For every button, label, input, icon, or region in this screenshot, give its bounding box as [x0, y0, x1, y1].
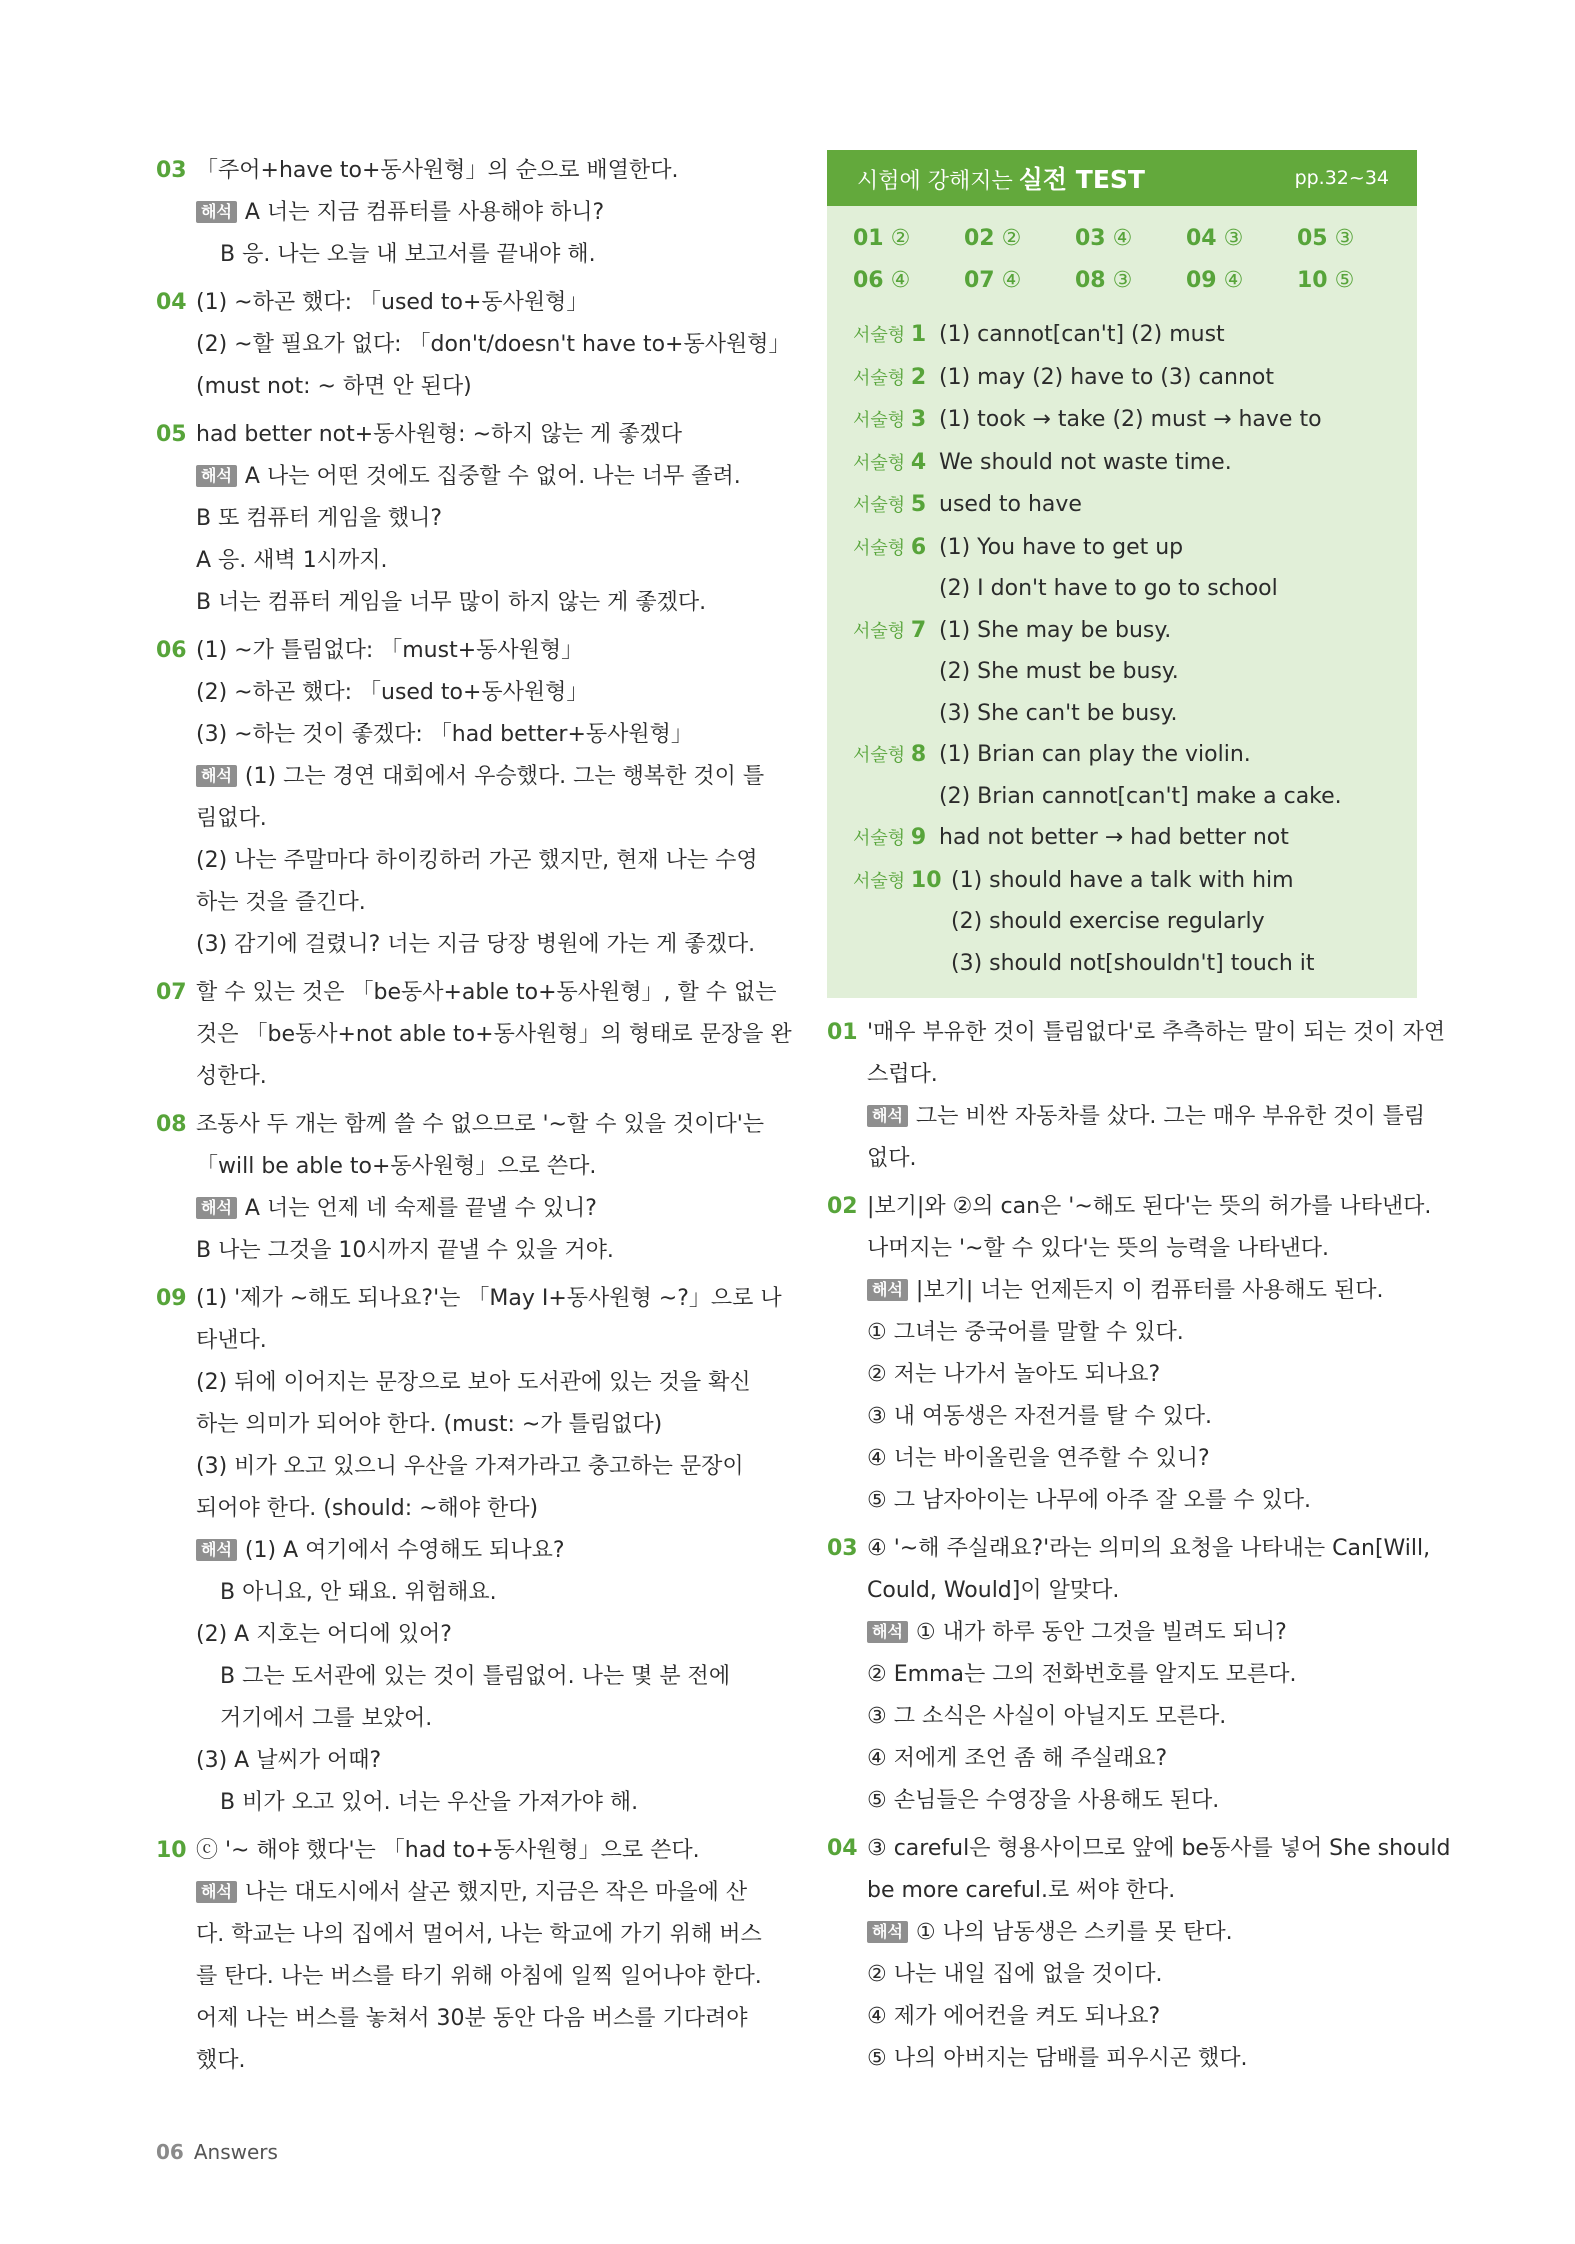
translation-badge: 해석 — [196, 465, 237, 487]
choice-answer — [1297, 222, 1408, 256]
line-text: 성한다. — [196, 1064, 267, 1089]
written-answer-text: (1) should have a talk with him — [951, 867, 1294, 893]
line-text: 없다. — [867, 1146, 917, 1171]
written-answer-row — [853, 357, 1391, 400]
line-text: 나는 대도시에서 살곤 했지만, 지금은 작은 마을에 산 — [244, 1880, 748, 1905]
line-text: 「주어+have to+동사원형」의 순으로 배열한다. — [196, 158, 679, 183]
translation-badge: 해석 — [867, 1279, 908, 1301]
written-answer-row — [853, 860, 1391, 985]
explanation-line — [196, 582, 750, 624]
explanation-line — [196, 1656, 750, 1698]
written-label — [853, 817, 939, 860]
line-text: B 그는 도서관에 있는 것이 틀림없어. 나는 몇 분 전에 — [220, 1664, 731, 1689]
explanation-line — [867, 1186, 1432, 1228]
explanation-line — [196, 150, 750, 192]
written-label — [853, 860, 942, 985]
choice-value: ④ — [1216, 268, 1244, 293]
translation-badge: 해석 — [196, 1881, 237, 1903]
answer-item — [156, 1104, 765, 1272]
line-text: ① 나의 남동생은 스키를 못 탄다. — [915, 1920, 1233, 1945]
written-label-text: 서술형 — [853, 745, 906, 766]
written-answer-lines — [939, 442, 1232, 485]
item-number: 03 — [156, 158, 187, 183]
written-number: 4 — [910, 449, 927, 475]
line-text: ⑤ 그 남자아이는 나무에 아주 잘 오를 수 있다. — [867, 1488, 1311, 1513]
written-label — [853, 484, 939, 527]
explanation-line — [867, 1480, 1417, 1522]
line-text: ④ 제가 에어컨을 켜도 되나요? — [867, 2004, 1161, 2029]
line-text: (must not: ~ 하면 안 된다) — [196, 374, 472, 399]
written-answer-row — [853, 399, 1391, 442]
footer-label: Answers — [193, 2140, 278, 2164]
line-text: 어제 나는 버스를 놓쳐서 30분 동안 다음 버스를 기다려야 — [196, 2006, 748, 2031]
line-text: ④ 너는 바이올린을 연주할 수 있니? — [867, 1446, 1210, 1471]
line-text: ② Emma는 그의 전화번호를 알지도 모른다. — [867, 1662, 1297, 1687]
line-text: A 너는 언제 네 숙제를 끝낼 수 있니? — [244, 1196, 597, 1221]
written-answer-text: (2) She must be busy. — [939, 659, 1179, 684]
item-number: 01 — [827, 1020, 858, 1045]
line-text: ② 나는 내일 집에 없을 것이다. — [867, 1962, 1163, 1987]
explanation-line — [196, 498, 750, 540]
line-text: '매우 부유한 것이 틀림없다'로 추측하는 말이 되는 것이 자연 — [867, 1020, 1446, 1045]
question-number: 04 — [1186, 226, 1217, 251]
item-number: 04 — [827, 1836, 858, 1861]
explanation-line — [196, 672, 750, 714]
written-answer-lines — [939, 357, 1274, 400]
line-text: 다. 학교는 나의 집에서 멀어서, 나는 학교에 가기 위해 버스 — [196, 1922, 762, 1947]
item-number: 07 — [156, 980, 187, 1005]
explanation-line — [196, 1614, 750, 1656]
item-number: 04 — [156, 290, 187, 315]
line-text: 를 탄다. 나는 버스를 타기 위해 아침에 일찍 일어나야 한다. — [196, 1964, 762, 1989]
translation-badge: 해석 — [867, 1621, 908, 1643]
line-text: (2) 나는 주말마다 하이킹하러 가곤 했지만, 현재 나는 수영 — [196, 848, 758, 873]
explanation-line — [196, 456, 750, 498]
explanation-line — [867, 1612, 1417, 1654]
page-number: 06 — [156, 2140, 184, 2164]
explanation-line — [196, 1320, 750, 1362]
written-label — [853, 527, 939, 610]
answer-item — [156, 1278, 782, 1824]
question-number: 09 — [1186, 268, 1217, 293]
explanation-line — [196, 1446, 750, 1488]
explanation-line — [196, 1872, 750, 1914]
written-answer-lines — [939, 860, 1315, 985]
explanation-line — [196, 1914, 762, 1956]
written-answer-lines — [939, 484, 1082, 527]
answer-item — [827, 1186, 1432, 1522]
explanation-line — [196, 714, 750, 756]
line-text: 했다. — [196, 2048, 246, 2073]
explanation-line — [196, 540, 750, 582]
line-text: B 아니요, 안 돼요. 위험해요. — [220, 1580, 497, 1605]
line-text: A 나는 어떤 것에도 집중할 수 없어. 나는 너무 졸려. — [244, 464, 741, 489]
written-label-text: 서술형 — [853, 828, 906, 849]
written-answer-text: (1) took → take (2) must → have to — [939, 407, 1322, 432]
explanation-line — [196, 234, 750, 276]
test-answer-box — [827, 150, 1417, 998]
line-text: B 나는 그것을 10시까지 끝낼 수 있을 거야. — [196, 1238, 614, 1263]
question-number: 03 — [1075, 226, 1106, 251]
explanation-line — [867, 1738, 1417, 1780]
line-text: be more careful.로 써야 한다. — [867, 1878, 1176, 1903]
choice-value: ③ — [1327, 226, 1355, 251]
line-text: (3) A 날씨가 어때? — [196, 1748, 382, 1773]
choice-answer — [1075, 222, 1186, 256]
test-box-title: 시험에 강해지는 실전 TEST — [857, 165, 1145, 194]
written-answer-lines — [939, 527, 1278, 610]
written-number: 5 — [910, 492, 927, 517]
line-text: 조동사 두 개는 함께 쓸 수 없으므로 '~할 수 있을 것이다'는 — [196, 1112, 765, 1137]
written-answer-lines — [939, 610, 1179, 735]
written-answers — [827, 308, 1417, 998]
choice-value: ③ — [1216, 226, 1244, 251]
explanation-line — [867, 1228, 1417, 1270]
explanation-line — [196, 1104, 765, 1146]
left-column — [156, 150, 792, 2088]
item-number: 05 — [156, 422, 187, 447]
line-text: A 너는 지금 컴퓨터를 사용해야 하니? — [244, 200, 605, 225]
explanation-line — [196, 972, 777, 1014]
line-text: |보기|와 ②의 can은 '~해도 된다'는 뜻의 허가를 나타낸다. — [867, 1194, 1432, 1219]
choice-answer — [1075, 264, 1186, 298]
written-answer-text: (1) may (2) have to (3) cannot — [939, 364, 1274, 390]
written-answer-row — [853, 484, 1391, 527]
line-text: B 응. 나는 오늘 내 보고서를 끝내야 해. — [220, 242, 596, 267]
line-text: 타낸다. — [196, 1328, 267, 1353]
answer-item — [827, 1828, 1451, 2080]
explanation-line — [196, 1782, 750, 1824]
choice-answer — [853, 264, 964, 298]
explanation-line — [867, 1054, 1417, 1096]
line-text: B 비가 오고 있어. 너는 우산을 가져가야 해. — [220, 1790, 639, 1815]
choice-value: ⑤ — [1327, 268, 1355, 293]
question-number: 08 — [1075, 268, 1106, 293]
explanation-line — [196, 1740, 750, 1782]
explanation-line — [196, 924, 756, 966]
page-footer — [156, 2140, 278, 2164]
written-label — [853, 610, 939, 735]
test-box-pages: pp.32~34 — [1294, 167, 1389, 189]
explanation-line — [867, 1138, 1417, 1180]
line-text: (3) ~하는 것이 좋겠다: 「had better+동사원형」 — [196, 722, 693, 747]
written-answer-text: (2) I don't have to go to school — [939, 576, 1278, 601]
explanation-line — [196, 1488, 750, 1530]
answer-item — [156, 282, 791, 408]
line-text: 되어야 한다. (should: ~해야 한다) — [196, 1496, 539, 1521]
translation-badge: 해석 — [867, 1105, 908, 1127]
written-answer-text: (2) should exercise regularly — [951, 909, 1265, 934]
line-text: B 또 컴퓨터 게임을 했니? — [196, 506, 443, 531]
item-number: 08 — [156, 1112, 187, 1137]
explanation-line — [196, 1056, 750, 1098]
explanation-line — [867, 1270, 1417, 1312]
written-answer-row — [853, 610, 1391, 735]
explanation-line — [196, 324, 791, 366]
line-text: 것은 「be동사+not able to+동사원형」의 형태로 문장을 완 — [196, 1022, 792, 1047]
question-number: 06 — [853, 268, 884, 293]
item-number: 03 — [827, 1536, 858, 1561]
line-text: 그는 비싼 자동차를 샀다. 그는 매우 부유한 것이 틀림 — [915, 1104, 1426, 1129]
answer-item — [156, 972, 792, 1098]
line-text: ④ 저에게 조언 좀 해 주실래요? — [867, 1746, 1168, 1771]
explanation-line — [867, 1996, 1417, 2038]
line-text: ⑤ 손님들은 수영장을 사용해도 된다. — [867, 1788, 1220, 1813]
written-label-text: 서술형 — [853, 325, 906, 346]
line-text: Could, Would]이 알맞다. — [867, 1578, 1120, 1603]
line-text: (3) 비가 오고 있으니 우산을 가져가라고 충고하는 문장이 — [196, 1454, 744, 1479]
line-text: 「will be able to+동사원형」으로 쓴다. — [196, 1154, 597, 1179]
translation-badge: 해석 — [196, 1539, 237, 1561]
line-text: A 응. 새벽 1시까지. — [196, 548, 388, 573]
line-text: 할 수 있는 것은 「be동사+able to+동사원형」, 할 수 없는 — [196, 980, 777, 1005]
translation-badge: 해석 — [196, 765, 237, 787]
line-text: ① 그녀는 중국어를 말할 수 있다. — [867, 1320, 1184, 1345]
line-text: ③ 그 소식은 사실이 아닐지도 모른다. — [867, 1704, 1227, 1729]
written-label — [853, 357, 939, 400]
explanation-line — [867, 1528, 1431, 1570]
explanation-line — [196, 882, 750, 924]
written-label — [853, 734, 939, 817]
explanation-line — [196, 366, 750, 408]
written-label-text: 서술형 — [853, 452, 906, 474]
question-number: 07 — [964, 268, 995, 293]
written-answer-row — [853, 734, 1391, 817]
answer-item — [156, 630, 765, 966]
answer-item — [827, 1528, 1431, 1822]
right-column — [827, 150, 1451, 2086]
line-text: (1) 그는 경연 대회에서 우승했다. 그는 행복한 것이 틀 — [244, 764, 765, 789]
written-answer-text: (2) Brian cannot[can't] make a cake. — [939, 783, 1342, 809]
written-label-text: 서술형 — [853, 410, 906, 431]
line-text: ② 저는 나가서 놀아도 되나요? — [867, 1362, 1161, 1387]
explanation-line — [867, 1570, 1417, 1612]
explanation-line — [867, 1954, 1417, 1996]
item-number: 02 — [827, 1194, 858, 1219]
choice-value: ② — [994, 226, 1022, 251]
choice-value: ③ — [1105, 268, 1133, 293]
explanation-line — [196, 1362, 750, 1404]
answer-item — [827, 1012, 1446, 1180]
written-label-text: 서술형 — [853, 367, 906, 389]
line-text: (1) ~하곤 했다: 「used to+동사원형」 — [196, 290, 589, 315]
written-label-text: 서술형 — [853, 870, 906, 892]
explanation-line — [867, 1354, 1417, 1396]
line-text: 스럽다. — [867, 1062, 938, 1087]
choice-value: ④ — [883, 268, 911, 293]
written-answer-row — [853, 817, 1391, 860]
choice-value: ② — [883, 226, 911, 251]
line-text: 하는 것을 즐긴다. — [196, 890, 366, 915]
choice-answer — [1186, 222, 1297, 256]
line-text: ③ 내 여동생은 자전거를 탈 수 있다. — [867, 1404, 1212, 1429]
line-text: (3) 감기에 걸렸니? 너는 지금 당장 병원에 가는 게 좋겠다. — [196, 932, 756, 957]
question-number: 05 — [1297, 226, 1328, 251]
item-number: 09 — [156, 1286, 187, 1311]
written-label — [853, 314, 939, 357]
written-number: 2 — [910, 364, 927, 390]
written-answer-row — [853, 314, 1391, 357]
explanation-line — [867, 2038, 1417, 2080]
explanation-line — [196, 414, 750, 456]
written-answer-text: (1) You have to get up — [939, 534, 1184, 560]
explanation-line — [196, 1404, 750, 1446]
line-text: (2) 뒤에 이어지는 문장으로 보아 도서관에 있는 것을 확신 — [196, 1370, 751, 1395]
line-text: (1) A 여기에서 수영해도 되나요? — [244, 1538, 565, 1563]
written-label — [853, 442, 939, 485]
right-explanations — [827, 1012, 1451, 2080]
written-label-text: 서술형 — [853, 620, 906, 642]
line-text: had better not+동사원형: ~하지 않는 게 좋겠다 — [196, 422, 683, 447]
written-number: 7 — [910, 617, 927, 643]
written-number: 8 — [910, 742, 927, 767]
answer-item — [156, 1830, 762, 2082]
line-text: (1) ~가 틀림없다: 「must+동사원형」 — [196, 638, 584, 663]
line-text: 거기에서 그를 보았어. — [220, 1706, 433, 1731]
translation-badge: 해석 — [867, 1921, 908, 1943]
question-number: 02 — [964, 226, 995, 251]
written-answer-text: had not better → had better not — [939, 825, 1289, 850]
explanation-line — [867, 1096, 1426, 1138]
explanation-line — [196, 2040, 750, 2082]
explanation-line — [196, 1998, 750, 2040]
translation-badge: 해석 — [196, 1197, 237, 1219]
answer-item — [156, 414, 750, 624]
written-answer-lines — [939, 817, 1289, 860]
item-number: 10 — [156, 1838, 187, 1863]
explanation-line — [867, 1780, 1417, 1822]
written-answer-text: (1) Brian can play the violin. — [939, 742, 1251, 767]
explanation-line — [196, 282, 750, 324]
written-number: 9 — [910, 825, 927, 850]
written-answer-lines — [939, 734, 1342, 817]
written-answer-lines — [939, 314, 1225, 357]
line-text: (2) ~할 필요가 없다: 「don't/doesn't have to+동사원형」 — [196, 332, 791, 357]
choice-answer — [964, 222, 1075, 256]
question-number: 10 — [1297, 268, 1328, 293]
explanation-line — [196, 1188, 750, 1230]
explanation-line — [867, 1438, 1417, 1480]
line-text: (2) ~하곤 했다: 「used to+동사원형」 — [196, 680, 589, 705]
answer-item — [156, 150, 750, 276]
explanation-line — [867, 1912, 1417, 1954]
written-answer-text: (3) She can't be busy. — [939, 700, 1178, 726]
written-answer-text: (3) should not[shouldn't] touch it — [951, 950, 1315, 976]
explanation-line — [196, 1530, 750, 1572]
written-number: 3 — [910, 407, 927, 432]
choice-answer — [1297, 264, 1408, 298]
explanation-line — [196, 1698, 750, 1740]
line-text: 하는 의미가 되어야 한다. (must: ~가 틀림없다) — [196, 1412, 663, 1437]
explanation-line — [196, 1146, 750, 1188]
line-text: ① 내가 하루 동안 그것을 빌려도 되니? — [915, 1620, 1287, 1645]
written-answer-text: We should not waste time. — [939, 449, 1232, 475]
line-text: ⑤ 나의 아버지는 담배를 피우시곤 했다. — [867, 2046, 1248, 2071]
explanation-line — [867, 1696, 1417, 1738]
choice-answer — [964, 264, 1075, 298]
explanation-line — [867, 1012, 1446, 1054]
explanation-line — [196, 630, 750, 672]
written-answer-text: (1) cannot[can't] (2) must — [939, 322, 1225, 347]
written-label — [853, 399, 939, 442]
written-number: 6 — [910, 534, 927, 560]
explanation-line — [196, 1230, 750, 1272]
line-text: ③ careful은 형용사이므로 앞에 be동사를 넣어 She should — [867, 1836, 1451, 1861]
explanation-line — [196, 840, 758, 882]
line-text: 나머지는 '~할 수 있다'는 뜻의 능력을 나타낸다. — [867, 1236, 1330, 1261]
choice-answer — [853, 222, 964, 256]
explanation-line — [196, 1830, 750, 1872]
explanation-line — [196, 192, 750, 234]
line-text: |보기| 너는 언제든지 이 컴퓨터를 사용해도 된다. — [915, 1278, 1384, 1303]
line-text: (1) '제가 ~해도 되나요?'는 「May I+동사원형 ~?」으로 나 — [196, 1286, 782, 1311]
written-label-text: 서술형 — [853, 495, 906, 516]
written-label-text: 서술형 — [853, 537, 906, 559]
choice-value: ④ — [994, 268, 1022, 293]
line-text: ⓒ '~ 해야 했다'는 「had to+동사원형」으로 쓴다. — [196, 1838, 700, 1863]
written-number: 10 — [910, 867, 942, 893]
question-number: 01 — [853, 226, 884, 251]
written-number: 1 — [910, 322, 927, 347]
line-text: (2) A 지호는 어디에 있어? — [196, 1622, 452, 1647]
explanation-line — [196, 1278, 782, 1320]
explanation-line — [196, 1572, 750, 1614]
multiple-choice-answers — [827, 206, 1417, 308]
translation-badge: 해석 — [196, 201, 237, 223]
written-answer-text: (1) She may be busy. — [939, 617, 1172, 643]
written-answer-lines — [939, 399, 1322, 442]
line-text: 림없다. — [196, 806, 267, 831]
explanation-line — [196, 1956, 762, 1998]
explanation-line — [867, 1654, 1417, 1696]
explanation-line — [196, 756, 765, 798]
written-answer-row — [853, 527, 1391, 610]
explanation-line — [196, 798, 750, 840]
written-answer-row — [853, 442, 1391, 485]
explanation-line — [867, 1828, 1451, 1870]
explanation-line — [867, 1870, 1417, 1912]
line-text: ④ '~해 주실래요?'라는 의미의 요청을 나타내는 Can[Will, — [867, 1536, 1431, 1561]
explanation-line — [867, 1396, 1417, 1438]
item-number: 06 — [156, 638, 187, 663]
explanation-line — [867, 1312, 1417, 1354]
choice-answer — [1186, 264, 1297, 298]
choice-value: ④ — [1105, 226, 1133, 251]
test-box-header — [827, 150, 1417, 206]
written-answer-text: used to have — [939, 492, 1082, 517]
explanation-line — [196, 1014, 792, 1056]
line-text: B 너는 컴퓨터 게임을 너무 많이 하지 않는 게 좋겠다. — [196, 590, 707, 615]
